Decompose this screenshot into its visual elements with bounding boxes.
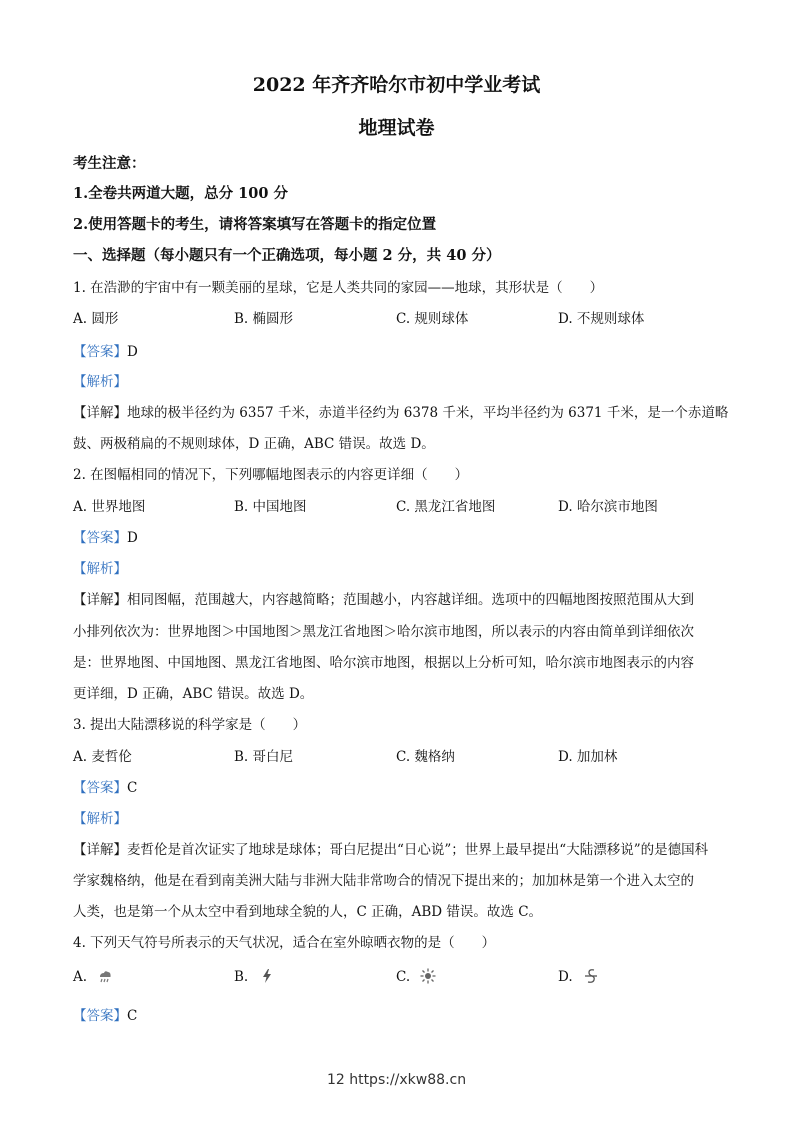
page-footer: 12 https://xkw88.cn	[326, 1072, 467, 1088]
exam-subtitle: 地理试卷	[358, 117, 435, 139]
notes-item: 2.使用答题卡的考生，请将答案填写在答题卡的指定位置	[73, 216, 437, 233]
answer-label: 【答案】	[73, 780, 127, 796]
answer-value: C	[127, 1008, 138, 1024]
answer-label: 【答案】	[73, 344, 127, 360]
answer-label: 【答案】	[73, 530, 127, 546]
detail-label: 【详解】	[73, 405, 127, 421]
detail-label: 【详解】	[73, 592, 127, 608]
detail-text: 人类，也是第一个从太空中看到地球全貌的人，C 正确，ABD 错误。故选 C。	[73, 904, 543, 920]
detail-text: 小排列依次为：世界地图＞中国地图＞黑龙江省地图＞哈尔滨市地图，所以表示的内容由简单到详细依次	[73, 624, 694, 640]
option-c-label: C.	[396, 969, 411, 985]
detail-line	[73, 838, 708, 858]
answer-line	[73, 1004, 137, 1024]
section-heading: 一、选择题（每小题只有一个正确选项，每小题 2 分，共 40 分）	[73, 247, 501, 264]
detail-line	[73, 588, 694, 608]
option-b: B. 椭圆形	[234, 311, 294, 327]
detail-line	[73, 401, 728, 421]
detail-text: 更详细，D 正确，ABC 错误。故选 D。	[73, 686, 314, 702]
option-a	[73, 968, 113, 985]
detail-text: 相同图幅，范围越大，内容越简略；范围越小，内容越详细。选项中的四幅地图按照范围从大到	[127, 592, 694, 608]
option-d: D. 加加林	[558, 749, 618, 765]
exam-title: 2022 年齐齐哈尔市初中学业考试	[252, 74, 541, 96]
option-b	[234, 968, 275, 985]
option-b: B. 中国地图	[234, 499, 307, 515]
question-stem: 1. 在浩渺的宇宙中有一颗美丽的星球，它是人类共同的家园——地球，其形状是（ ）	[73, 280, 604, 296]
analysis-label: 【解析】	[73, 561, 127, 577]
answer-line	[73, 340, 138, 360]
option-b: B. 哥白尼	[234, 749, 294, 765]
answer-value: C	[127, 780, 138, 796]
analysis-label: 【解析】	[73, 811, 127, 827]
lightning-icon	[259, 968, 275, 984]
question-stem: 4. 下列天气符号所表示的天气状况，适合在室外晾晒衣物的是（ ）	[73, 935, 496, 951]
sun-icon	[420, 968, 436, 984]
option-c: C. 黑龙江省地图	[396, 499, 496, 515]
answer-value: D	[127, 344, 138, 360]
option-c: C. 魏格纳	[396, 749, 455, 765]
option-c	[396, 968, 436, 985]
detail-text: 是：世界地图、中国地图、黑龙江省地图、哈尔滨市地图，根据以上分析可知，哈尔滨市地图表示的内容	[73, 655, 694, 671]
notes-heading: 考生注意：	[73, 155, 146, 172]
detail-text: 麦哲伦是首次证实了地球是球体；哥白尼提出“日心说”；世界上最早提出“大陆漂移说”的是德国科	[127, 842, 709, 858]
answer-line	[73, 526, 138, 546]
option-a: A. 世界地图	[73, 499, 146, 515]
option-a: A. 麦哲伦	[73, 749, 132, 765]
option-d: D. 哈尔滨市地图	[558, 499, 658, 515]
option-a-label: A.	[73, 969, 88, 985]
detail-text: 鼓、两极稍扁的不规则球体，D 正确，ABC 错误。故选 D。	[73, 436, 435, 452]
option-d: D. 不规则球体	[558, 311, 645, 327]
detail-text: 学家魏格纳，他是在看到南美洲大陆与非洲大陆非常吻合的情况下提出来的；加加林是第一个进入太空的	[73, 873, 694, 889]
answer-line	[73, 776, 137, 796]
sandstorm-icon	[583, 968, 599, 984]
option-c: C. 规则球体	[396, 311, 469, 327]
question-stem: 3. 提出大陆漂移说的科学家是（ ）	[73, 717, 307, 733]
option-b-label: B.	[234, 969, 249, 985]
answer-label: 【答案】	[73, 1008, 127, 1024]
detail-label: 【详解】	[73, 842, 127, 858]
option-d-label: D.	[558, 969, 573, 985]
answer-value: D	[127, 530, 138, 546]
option-a: A. 圆形	[73, 311, 119, 327]
rain-cloud-icon	[97, 968, 113, 984]
question-stem: 2. 在图幅相同的情况下，下列哪幅地图表示的内容更详细（ ）	[73, 467, 469, 483]
analysis-label: 【解析】	[73, 374, 127, 390]
detail-text: 地球的极半径约为 6357 千米，赤道半径约为 6378 千米，平均半径约为 6371 千米，是一个赤道略	[127, 405, 729, 421]
option-d	[558, 968, 599, 985]
notes-item: 1.全卷共两道大题，总分 100 分	[73, 185, 288, 202]
